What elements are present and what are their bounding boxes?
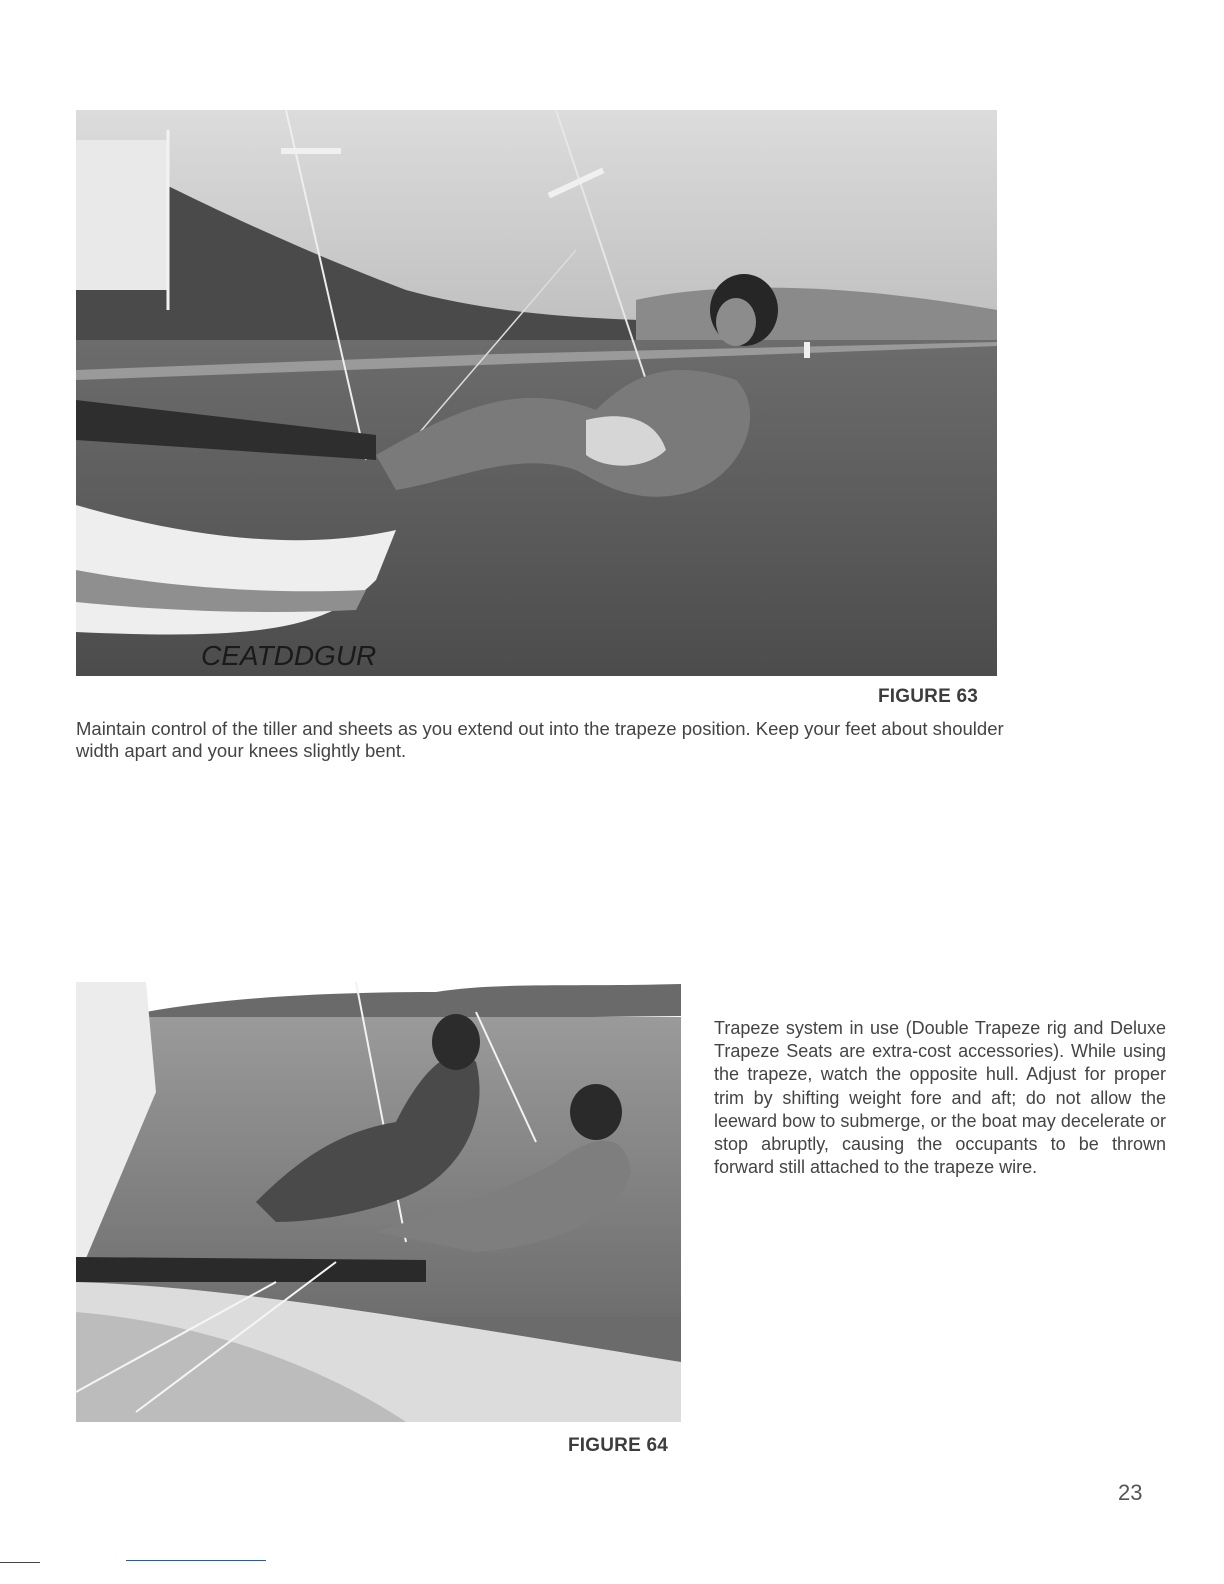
page-number: 23 <box>1118 1480 1143 1505</box>
sailor-face <box>716 298 756 346</box>
figure-64-label: FIGURE 64 <box>568 1435 668 1456</box>
sailor-on-trapeze-illustration <box>76 110 997 676</box>
sail <box>76 140 168 290</box>
crossbar <box>76 1257 426 1282</box>
footer-mark <box>0 1562 40 1563</box>
sailor-man-head <box>432 1014 480 1070</box>
buoy <box>804 342 810 358</box>
figure-64-caption: Trapeze system in use (Double Trapeze rig and Deluxe Trapeze Seats are extra-cost accessories). While using the trapeze, watch the opposite hull. Adjust for proper trim by shifting weight fore and aft; do not allow the leeward bow to submerge, or the boat may decelerate or stop abruptly, causing the occupants to be thrown forward still attached to the trapeze wire. <box>714 1018 1166 1178</box>
figure-64-photo <box>76 982 681 1422</box>
hull-lettering: CEATDDGUR <box>201 640 377 671</box>
spreader <box>281 148 341 154</box>
figure-63-photo <box>76 110 997 676</box>
figure-63-caption: Maintain control of the tiller and sheets as you extend out into the trapeze position. Keep your feet about shoulder width apart and your knees slightly bent. <box>76 718 1004 761</box>
double-trapeze-illustration <box>76 982 681 1422</box>
footer-rule <box>126 1560 266 1561</box>
sailor-woman-head <box>570 1084 622 1140</box>
figure-63-label: FIGURE 63 <box>878 686 978 707</box>
